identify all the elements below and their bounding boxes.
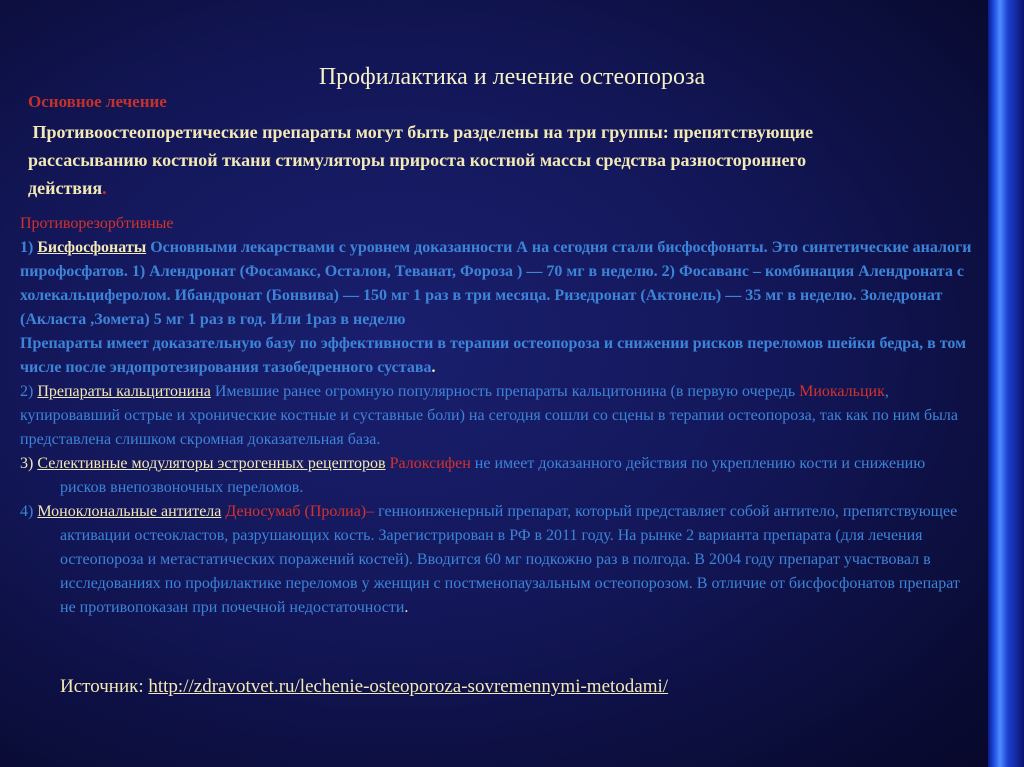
source-link[interactable]: http://zdravotvet.ru/lechenie-osteoporoza-sovremennymi-metodami/ xyxy=(148,676,669,697)
item2-num: 2) xyxy=(20,383,38,400)
item-calcitonin xyxy=(20,380,975,452)
item4-text: генноинженерный препарат, который представляет собой антитело, препятствующее активации остеокластов, разрушающих кость. Зарегистрирован в РФ в 2011 году. На рынке 2 варианта препарата (для лечения остеопороза и метастатических поражений костей). Вводится 60 мг подкожно раз в полгода. В 2004 году препарат участвовал в исследованиях по профилактике переломов у женщин с постменопаузальным остеопорозом. В отличие от бисфосфонатов препарат не противопоказан при почечной недостаточности xyxy=(60,503,960,616)
item3-drug: Ралоксифен xyxy=(385,455,471,472)
item4-name: Моноклональные антитела xyxy=(37,503,222,520)
antiresorptive-heading: Противорезорбтивные xyxy=(20,215,174,232)
item3-num: 3) xyxy=(20,455,38,472)
intro-end: . xyxy=(102,178,107,198)
source-label: Источник: xyxy=(60,676,149,697)
item1-end: . xyxy=(431,359,436,376)
intro-text: Противоостеопоретические препараты могут быть разделены на три группы: препятствующие рассасыванию костной ткани стимуляторы прироста костной массы средства разностороннего действия xyxy=(28,122,814,198)
item-serm xyxy=(20,452,975,500)
item3-name: Селективные модуляторы эстрогенных рецепторов xyxy=(37,455,386,472)
source-line xyxy=(60,676,668,698)
item2-text-a: Имевшие ранее огромную популярность препараты кальцитонина (в первую очередь xyxy=(210,383,800,400)
main-content xyxy=(20,212,975,620)
blue-edge-stripe xyxy=(988,0,1024,767)
item1-num: 1) xyxy=(20,239,38,256)
item2-drug: Миокальцик xyxy=(799,383,885,400)
item1-text2: Препараты имеет доказательную базу по эффективности в терапии остеопороза и снижении рисков переломов шейки бедра, в том числе после эндопротезирования тазобедренного сустава xyxy=(20,335,966,376)
item4-end: . xyxy=(404,599,409,616)
item2-text-b: , купировавший острые и хронические костные и суставные боли) на сегодня сошли со сцены в терапии остеопороза, так как по ним была представлена слишком скромная доказательная база. xyxy=(20,383,958,448)
item-monoclonal xyxy=(20,500,975,620)
item2-name: Препараты кальцитонина xyxy=(37,383,211,400)
item1-text: Основными лекарствами с уровнем доказанности А на сегодня стали бисфосфонаты. Это синтетические аналоги пирофосфатов. 1) Алендронат (Фосамакс, Осталон, Теванат, Фороза ) — 70 мг в неделю. 2) Фосаванс – комбинация Алендроната с холекальциферолом. Ибандронат (Бонвива) — 150 мг 1 раз в три месяца. Ризедронат (Актонель) — 35 мг в неделю. Золедронат (Акласта ,Зомета) 5 мг 1 раз в год. Или 1раз в неделю xyxy=(20,239,972,328)
item1-name: Бисфосфонаты xyxy=(37,239,147,256)
item3-text: не имеет доказанного действия по укреплению кости и снижению рисков внепозвоночных переломов. xyxy=(60,455,926,496)
slide-title: Профилактика и лечение остеопороза xyxy=(318,64,706,90)
item-bisphosphonates xyxy=(20,236,975,332)
item1-evidence xyxy=(20,332,975,380)
item4-drug: Деносумаб (Пролиа)– xyxy=(221,503,375,520)
basic-treatment-heading: Основное лечение xyxy=(28,92,167,111)
item4-num: 4) xyxy=(20,503,38,520)
intro-paragraph xyxy=(28,118,888,202)
